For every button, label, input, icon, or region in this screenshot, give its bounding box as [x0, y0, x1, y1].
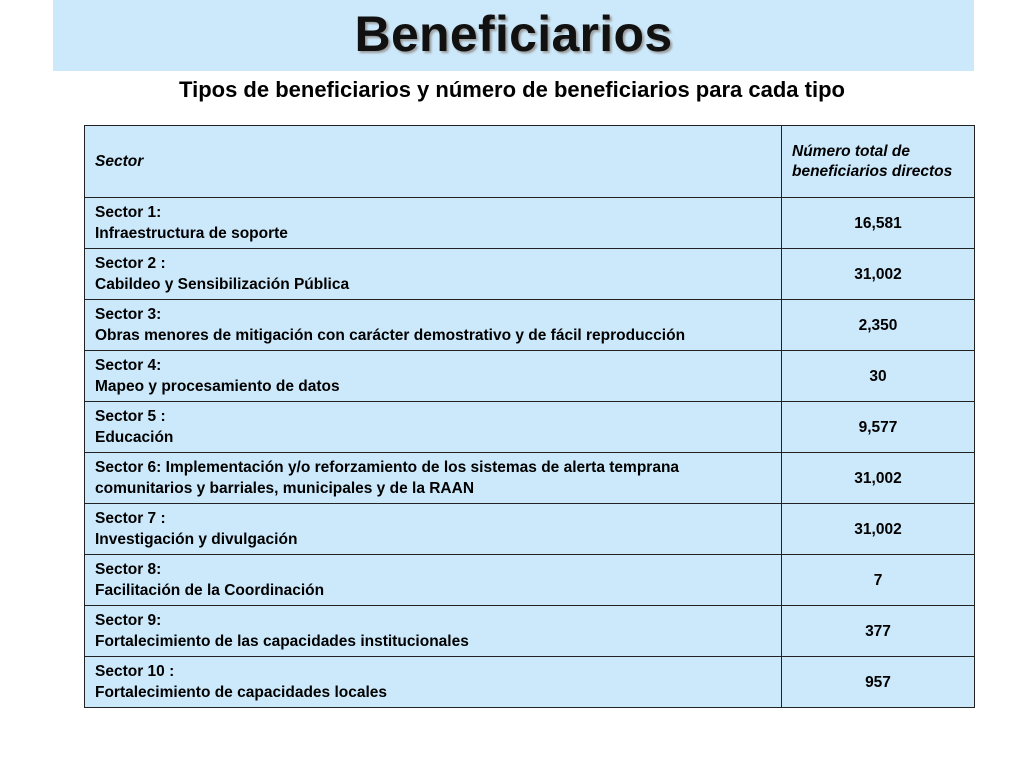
- beneficiaries-table: [84, 125, 975, 708]
- sector-description: Fortalecimiento de las capacidades institucionales: [95, 633, 469, 650]
- sector-label: Sector 4:: [95, 357, 162, 374]
- sector-cell: [85, 453, 782, 504]
- beneficiary-count: 9,577: [782, 402, 975, 453]
- sector-description: Cabildeo y Sensibilización Pública: [95, 276, 350, 293]
- sector-label: Sector 9:: [95, 612, 162, 629]
- beneficiary-count: 31,002: [782, 249, 975, 300]
- beneficiary-count: 31,002: [782, 453, 975, 504]
- table-row: [85, 606, 975, 657]
- table-row: [85, 402, 975, 453]
- sector-description: Facilitación de la Coordinación: [95, 582, 325, 599]
- sector-cell: [85, 402, 782, 453]
- sector-description: Infraestructura de soporte: [95, 225, 288, 242]
- sector-cell: [85, 504, 782, 555]
- table-row: [85, 555, 975, 606]
- table-header-row: [85, 126, 975, 198]
- sector-label: Sector 5 :: [95, 408, 166, 425]
- beneficiary-count: 2,350: [782, 300, 975, 351]
- sector-label: Sector 1:: [95, 204, 162, 221]
- beneficiary-count: 16,581: [782, 198, 975, 249]
- sector-cell: [85, 198, 782, 249]
- sector-description: comunitarios y barriales, municipales y de la RAAN: [95, 480, 475, 497]
- sector-label: Sector 2 :: [95, 255, 166, 272]
- sector-label: Sector 6: Implementación y/o reforzamiento de los sistemas de alerta temprana: [95, 459, 680, 476]
- table-row: [85, 300, 975, 351]
- sector-cell: [85, 555, 782, 606]
- table-row: [85, 249, 975, 300]
- table-row: [85, 453, 975, 504]
- sector-description: Investigación y divulgación: [95, 531, 298, 548]
- sector-cell: [85, 351, 782, 402]
- header-sector: Sector: [85, 126, 782, 198]
- title-band: [53, 0, 974, 71]
- beneficiary-count: 7: [782, 555, 975, 606]
- sector-label: Sector 8:: [95, 561, 162, 578]
- slide-subtitle: Tipos de beneficiarios y número de beneficiarios para cada tipo: [179, 77, 845, 102]
- header-number: Número total de beneficiarios directos: [782, 126, 975, 198]
- sector-label: Sector 10 :: [95, 663, 175, 680]
- beneficiary-count: 377: [782, 606, 975, 657]
- sector-label: Sector 7 :: [95, 510, 166, 527]
- table-row: [85, 657, 975, 708]
- sector-description: Educación: [95, 429, 174, 446]
- sector-cell: [85, 657, 782, 708]
- sector-cell: [85, 249, 782, 300]
- sector-description: Obras menores de mitigación con carácter demostrativo y de fácil reproducción: [95, 327, 686, 344]
- sector-description: Mapeo y procesamiento de datos: [95, 378, 340, 395]
- table-row: [85, 504, 975, 555]
- beneficiary-count: 30: [782, 351, 975, 402]
- sector-cell: [85, 300, 782, 351]
- slide-title: Beneficiarios: [354, 5, 673, 62]
- sector-label: Sector 3:: [95, 306, 162, 323]
- beneficiary-count: 31,002: [782, 504, 975, 555]
- table-row: [85, 351, 975, 402]
- table-row: [85, 198, 975, 249]
- sector-cell: [85, 606, 782, 657]
- beneficiary-count: 957: [782, 657, 975, 708]
- sector-description: Fortalecimiento de capacidades locales: [95, 684, 388, 701]
